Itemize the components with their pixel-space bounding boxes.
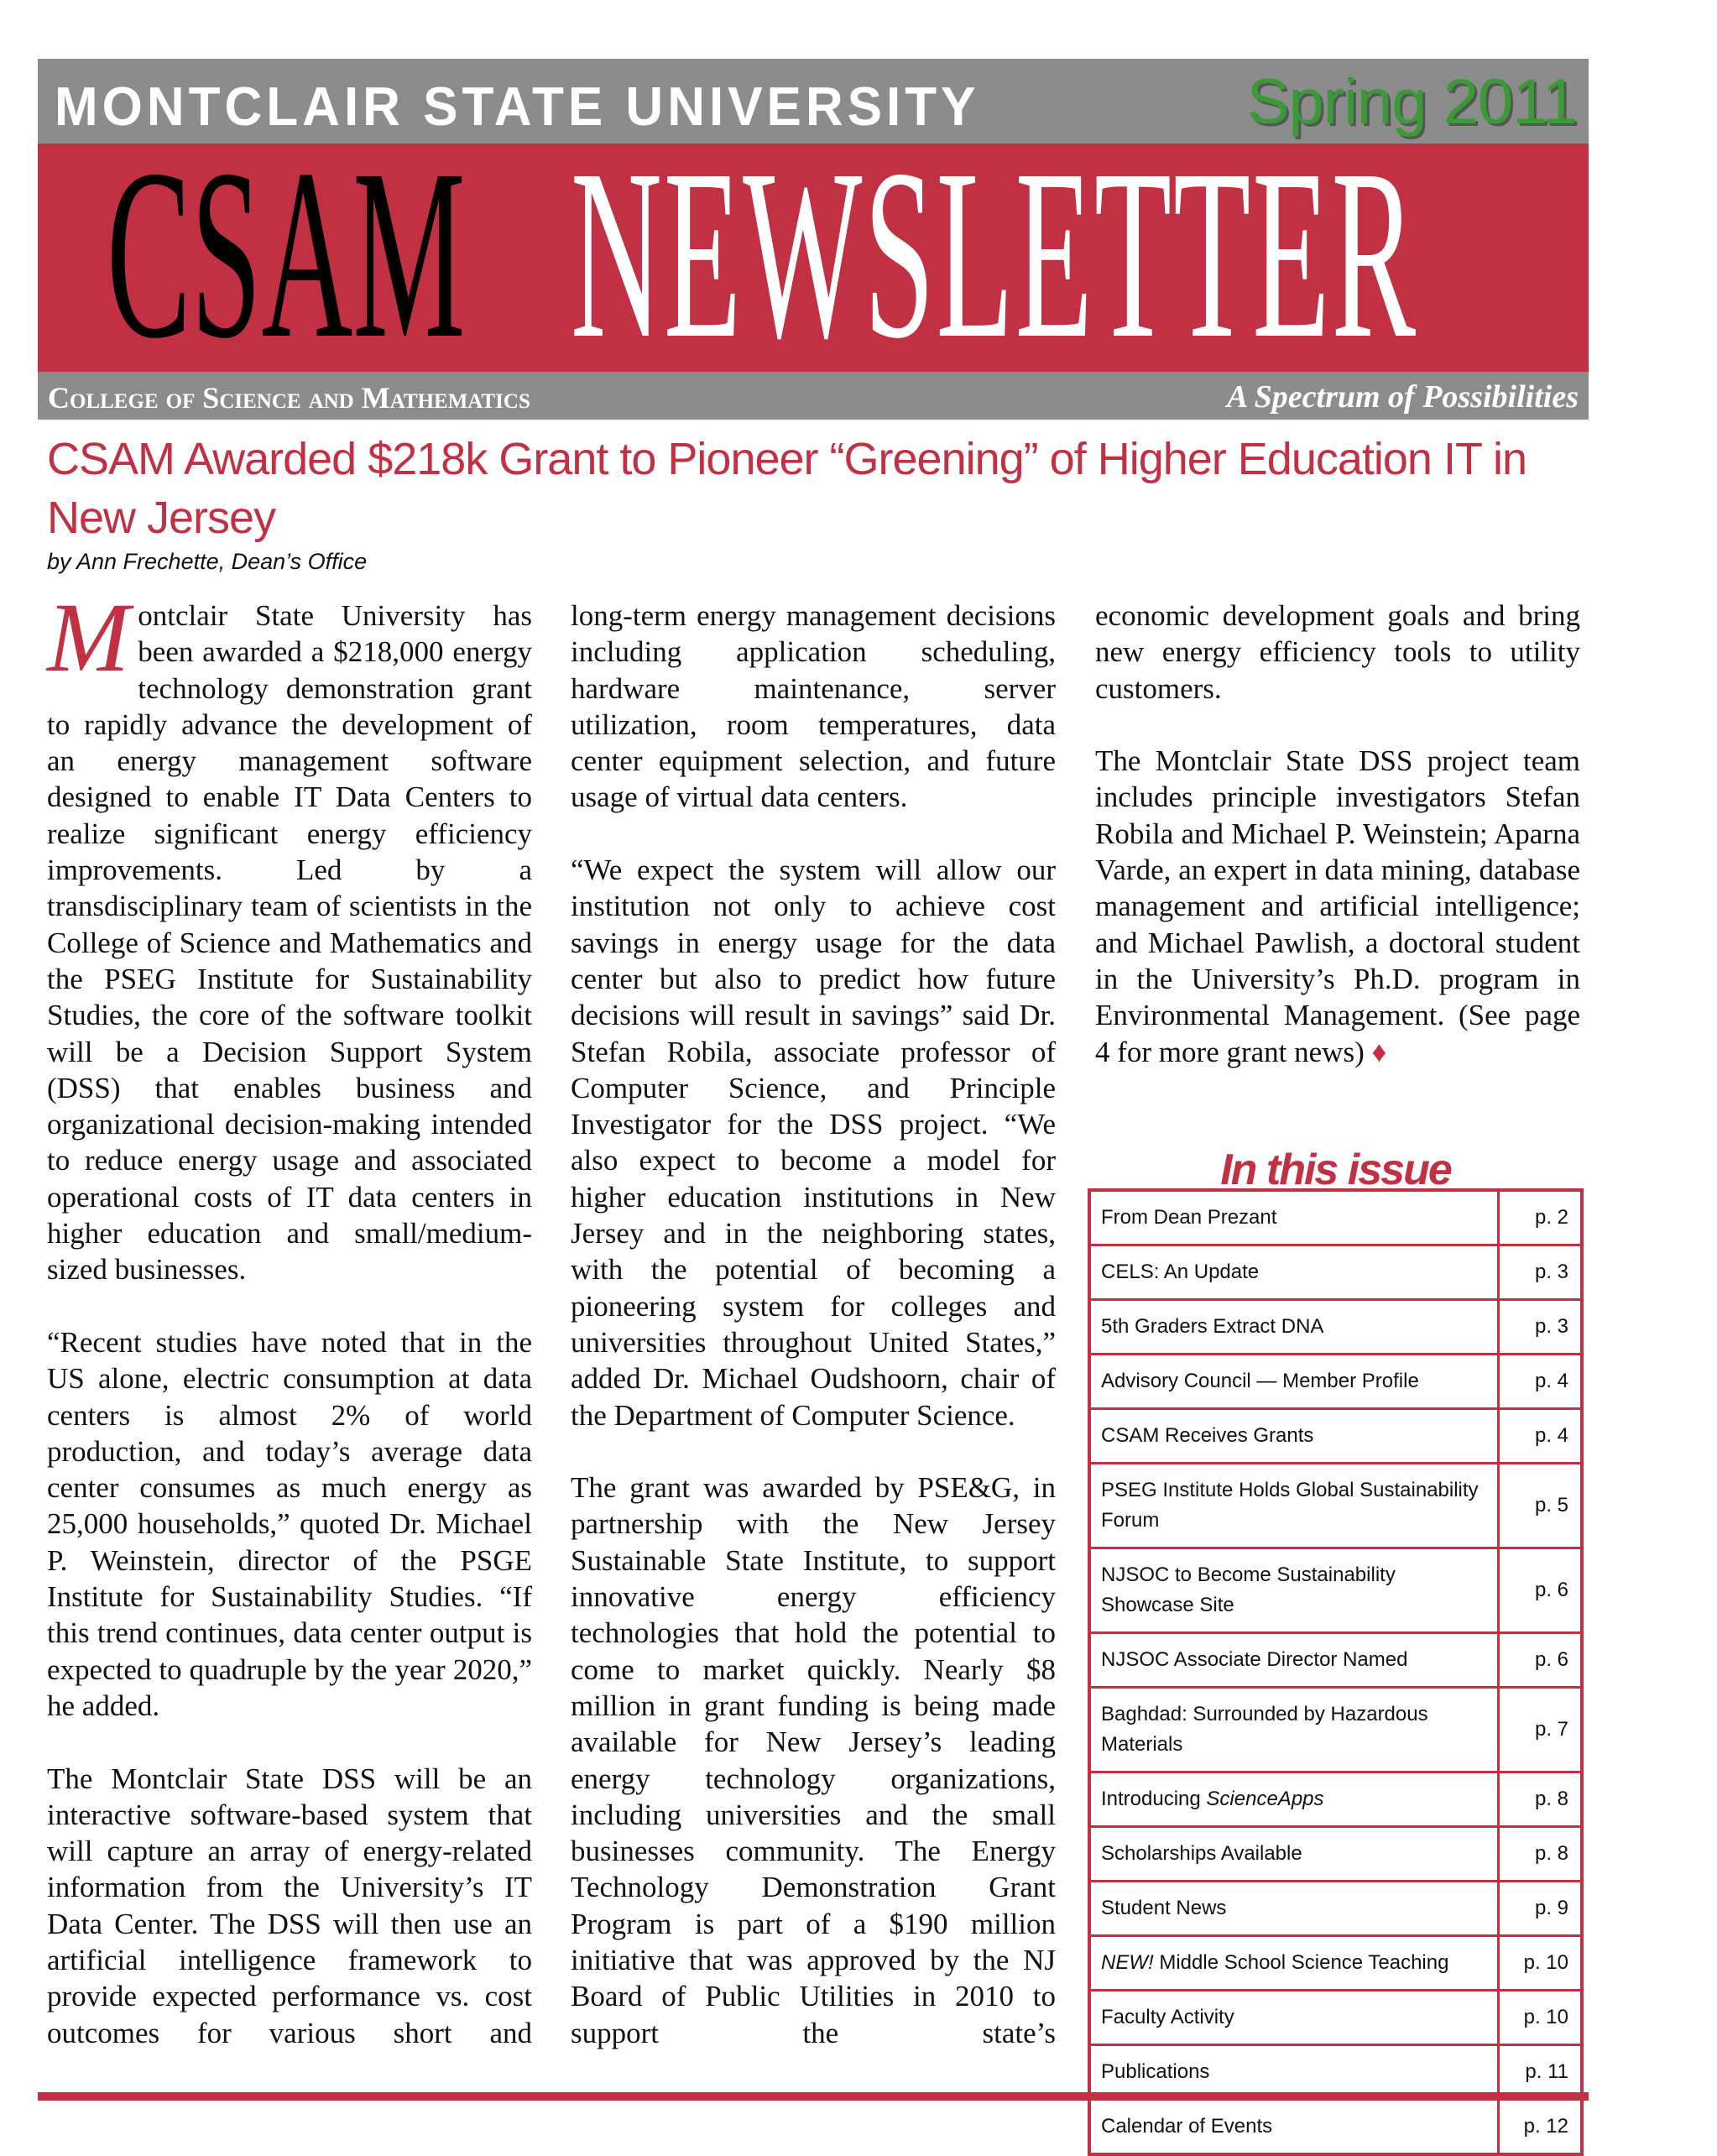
toc-title-text: Middle School Science Teaching bbox=[1153, 1951, 1449, 1974]
title-newsletter: NEWSLETTER bbox=[571, 144, 1418, 372]
masthead-title-band bbox=[38, 144, 1589, 372]
toc-item-title[interactable]: Calendar of Events bbox=[1089, 2100, 1499, 2155]
toc-item-title[interactable]: 5th Graders Extract DNA bbox=[1089, 1300, 1499, 1355]
toc-row[interactable] bbox=[1089, 1827, 1582, 1882]
toc-row[interactable] bbox=[1089, 1300, 1582, 1355]
article-column-1 bbox=[47, 582, 532, 2051]
toc-row[interactable] bbox=[1089, 1245, 1582, 1300]
toc-row[interactable] bbox=[1089, 1772, 1582, 1827]
toc-item-page: p. 5 bbox=[1499, 1464, 1583, 1548]
masthead bbox=[38, 59, 1589, 420]
article-column-2 bbox=[571, 598, 1056, 2051]
toc-item-title[interactable] bbox=[1089, 1936, 1499, 1991]
toc-title-italic: ScienceApps bbox=[1206, 1788, 1324, 1810]
college-name: College of Science and Mathematics bbox=[48, 381, 530, 415]
toc-item-page: p. 3 bbox=[1499, 1300, 1583, 1355]
toc-item-page: p. 7 bbox=[1499, 1688, 1583, 1772]
toc-item-page: p. 10 bbox=[1499, 1991, 1583, 2045]
paragraph bbox=[47, 582, 532, 1288]
toc-title-text: Introducing bbox=[1101, 1788, 1207, 1810]
toc-row[interactable] bbox=[1089, 2045, 1582, 2100]
paragraph: “We expect the system will allow our institution not only to achieve cost savings in energy usage for the data center but also to predict how future decisions will result in savings” said Dr. Stefan Robila, associate professor of Computer Science, and Principle Investigator for the DSS project. “We also expect to become a model for higher education institutions in New Jersey and in the neighboring states, with the potential of becoming a pioneering system for colleges and universities throughout United States,” added Dr. Michael Oudshoorn, chair of the Department of Computer Science. bbox=[571, 854, 1056, 1432]
toc-item-title[interactable]: CSAM Receives Grants bbox=[1089, 1409, 1499, 1464]
toc-title: In this issue bbox=[1220, 1146, 1451, 1194]
toc-title-italic: NEW! bbox=[1101, 1951, 1154, 1974]
issue-season: Spring 2011 bbox=[1246, 66, 1577, 138]
toc-row[interactable] bbox=[1089, 1190, 1582, 1245]
toc-item-page: p. 12 bbox=[1499, 2100, 1583, 2155]
paragraph: economic development goals and bring new energy efficiency tools to utility customers. bbox=[1095, 599, 1580, 705]
toc-item-title[interactable]: Scholarships Available bbox=[1089, 1827, 1499, 1882]
toc-item-page: p. 6 bbox=[1499, 1633, 1583, 1688]
toc-item-title[interactable]: Baghdad: Surrounded by Hazardous Materials bbox=[1089, 1688, 1499, 1772]
drop-cap: M bbox=[47, 582, 130, 692]
toc-row[interactable] bbox=[1089, 1355, 1582, 1409]
toc-item-title[interactable]: Faculty Activity bbox=[1089, 1991, 1499, 2045]
toc-item-title[interactable]: NJSOC to Become Sustainability Showcase Site bbox=[1089, 1548, 1499, 1633]
article-headline: CSAM Awarded $218k Grant to Pioneer “Greening” of Higher Education IT in New Jersey bbox=[47, 434, 1527, 543]
toc-row[interactable] bbox=[1089, 1409, 1582, 1464]
bottom-rule bbox=[38, 2092, 1589, 2101]
article-byline: by Ann Frechette, Dean’s Office bbox=[47, 549, 368, 574]
toc-item-page: p. 4 bbox=[1499, 1409, 1583, 1464]
toc-item-page: p. 4 bbox=[1499, 1355, 1583, 1409]
table-of-contents bbox=[1088, 1188, 1584, 2156]
title-csam: CSAM bbox=[107, 144, 466, 372]
paragraph-text: The Montclair State DSS project team includes principle investigators Stefan Robila and Michael P. Weinstein; Aparna Varde, an expert in data mining, database management and artificial intelligence; and Michael Pawlish, a doctoral student in the University’s Ph.D. program in Environmental Management. (See page 4 for more grant news) bbox=[1095, 744, 1580, 1068]
toc-item-page: p. 8 bbox=[1499, 1827, 1583, 1882]
toc-item-title[interactable]: Advisory Council — Member Profile bbox=[1089, 1355, 1499, 1409]
toc-item-title[interactable]: Student News bbox=[1089, 1882, 1499, 1936]
toc-row[interactable] bbox=[1089, 1936, 1582, 1991]
toc-item-title[interactable]: From Dean Prezant bbox=[1089, 1190, 1499, 1245]
toc-item-page: p. 10 bbox=[1499, 1936, 1583, 1991]
toc-row[interactable] bbox=[1089, 1882, 1582, 1936]
masthead-top-band bbox=[38, 59, 1589, 144]
paragraph: “Recent studies have noted that in the US alone, electric consumption at data centers is almost 2% of world production, and today’s average data center consumes as much energy as 25,000 households,” quoted Dr. Michael P. Weinstein, director of the PSGE Institute for Sustainability Studies. “If this trend continues, data center output is expected to quadruple by the year 2020,” he added. bbox=[47, 1325, 532, 1722]
paragraph bbox=[1095, 743, 1580, 1070]
toc-item-title[interactable]: Publications bbox=[1089, 2045, 1499, 2100]
tagline: A Spectrum of Possibilities bbox=[1226, 379, 1579, 415]
toc-item-page: p. 6 bbox=[1499, 1548, 1583, 1633]
paragraph: long-term energy management decisions including application scheduling, hardware maintenance, server utilization, room temperatures, data center equipment selection, and future usage of virtual data centers. bbox=[571, 599, 1056, 814]
toc-item-title[interactable]: CELS: An Update bbox=[1089, 1245, 1499, 1300]
toc-row[interactable] bbox=[1089, 1688, 1582, 1772]
toc-row[interactable] bbox=[1089, 1548, 1582, 1633]
toc-row[interactable] bbox=[1089, 1991, 1582, 2045]
masthead-bottom-band bbox=[38, 372, 1589, 420]
paragraph: The Montclair State DSS will be an interactive software-based system that will capture an array of energy-related information from the University’s IT Data Center. The DSS will then use an artificial intelligence framework to provide expected performance vs. cost outcomes for various short and bbox=[47, 1762, 532, 2049]
toc-row[interactable] bbox=[1089, 2100, 1582, 2155]
toc-item-page: p. 3 bbox=[1499, 1245, 1583, 1300]
paragraph: The grant was awarded by PSE&G, in partnership with the New Jersey Sustainable State Institute, to support innovative energy efficiency technologies that hold the potential to come to market quickly. Nearly $8 million in grant funding is being made available for New Jersey’s leading energy technology organizations, including universities and the small businesses community. The Energy Technology Demonstration Grant Program is part of a $190 million initiative that was approved by the NJ Board of Public Utilities in 2010 to support the state’s bbox=[571, 1471, 1056, 2049]
university-name: MONTCLAIR STATE UNIVERSITY bbox=[55, 76, 980, 138]
toc-item-page: p. 2 bbox=[1499, 1190, 1583, 1245]
article-column-3 bbox=[1095, 598, 1580, 1106]
toc-item-page: p. 11 bbox=[1499, 2045, 1583, 2100]
diamond-end-mark-icon: ♦ bbox=[1371, 1035, 1387, 1068]
toc-item-title[interactable]: PSEG Institute Holds Global Sustainability Forum bbox=[1089, 1464, 1499, 1548]
toc-item-title[interactable] bbox=[1089, 1772, 1499, 1827]
toc-item-title[interactable]: NJSOC Associate Director Named bbox=[1089, 1633, 1499, 1688]
toc-row[interactable] bbox=[1089, 1633, 1582, 1688]
paragraph-text: ontclair State University has been awarded a $218,000 energy technology demonstration grant to rapidly advance the development of an energy management software designed to enable IT Data Centers to realize significant energy efficiency improvements. Led by a transdisciplinary team of scientists in the College of Science and Mathematics and the PSEG Institute for Sustainability Studies, the core of the software toolkit will be a Decision Support System (DSS) that enables business and organizational decision-making intended to reduce energy usage and associated operational costs of IT data centers in higher education and small/medium-sized businesses. bbox=[47, 599, 532, 1287]
toc-item-page: p. 9 bbox=[1499, 1882, 1583, 1936]
toc-item-page: p. 8 bbox=[1499, 1772, 1583, 1827]
toc-row[interactable] bbox=[1089, 1464, 1582, 1548]
